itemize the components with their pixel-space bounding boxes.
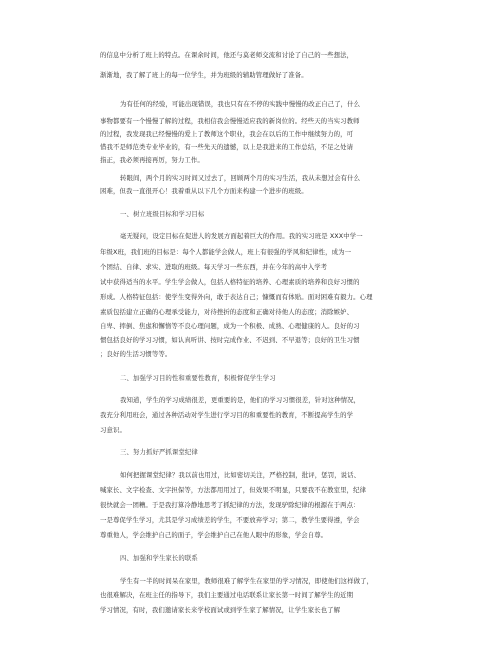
text-line: 如何把握课堂纪律？我以前也用过，比如密切关注，严格控制，批评，惩罚，说话、: [120, 471, 361, 479]
text-line: 一是尊促学生学习，尤其是学习成绩差的学生，不要放弃学习；第二，教学生要得遵，学会: [100, 516, 360, 524]
text-line: 习意识。: [100, 426, 126, 434]
text-line: 为有任何的经验，可能出现错误，我也只有在不停的实践中慢慢的改正自己了，什么: [120, 100, 361, 108]
text-line: 毫无疑问，设定目标在促进人的发展方面起着巨大的作用。我的实习班是 XXX中学一: [120, 232, 363, 240]
text-line: 我充分利用班会，通过各种活动对学生进行学习目的和重要性的教育，不断提高学生的学: [100, 411, 354, 419]
text-line: 个团结、自律、求实、进取的班级。每天学习一些东西，并在今年的高中入学考: [100, 263, 328, 271]
text-line: 年级X班，我们班的目标是：每个人都能学会做人，班上有很强的学风和纪律性，成为一: [100, 248, 352, 256]
text-line: 渐渐地，我了解了班上的每一位学生，并为班级的辅助管理做好了准备。: [100, 71, 308, 79]
text-line: 形成。人格特征包括：使学生变得外向，敢于表达自己；慷慨而有体贴。面对困难有毅力。心理: [100, 293, 373, 301]
section-heading-4: 四、加强和学生家长的联系: [120, 554, 198, 562]
text-line: 事物都要有一个慢慢了解的过程，我相信我会慢慢适应我的新岗位的。经些天的当实习教师: [100, 117, 360, 125]
text-line: 素质包括建立正确的心理承受能力，对待挫折的态度和正确对待他人的态度；消除嫉妒、: [100, 308, 354, 316]
text-line: 惜我不是师范类专业毕业的，有一些先天的遗憾，以上是我进来的工作总结，不足之处请: [100, 143, 354, 151]
text-line: 惯包括良好的学习习惯，如认真听讲、按时完成作业、不迟到、不早退等；良好的卫生习惯: [100, 336, 360, 344]
text-line: 的信息中分析了班上的特点。在课余时间，他还与莫老师交流和讨论了自己的一些想法，: [100, 51, 354, 59]
text-line: 困难，但我一直很开心！我着重从以下几个方面来构建一个进步的班级。: [100, 187, 308, 195]
section-heading-3: 三、努力抓好严抓课堂纪律: [120, 448, 198, 456]
text-line: 学生有一半的时间呆在家里，教师很难了解学生在家里的学习情况，即使他们这样做了，: [120, 577, 374, 585]
text-line: 尊重他人，学会维护自己的面子，学会维护自己在他人眼中的形象，学会自尊。: [100, 531, 328, 539]
text-line: 指正，我必须再接再厉，努力工作。: [100, 156, 204, 164]
text-line: ；良好的生活习惯等等。: [100, 350, 172, 358]
text-line: 学习情况，有时，我们邀请家长来学校面试或到学生家了解情况，让学生家长也了解: [100, 606, 341, 614]
text-line: 也很难解决，在班主任的指导下，我们主要通过电话联系让家长第一时间了解学生的近期: [100, 591, 354, 599]
text-line: 转眼间，两个月的实习时间又过去了，回顾两个月的实习生活，我从未想过会有什么: [120, 174, 361, 182]
text-line: 我知道，学生的学习成绩很差，更重要的是，他们的学习习惯很差，针对这种情况，: [120, 396, 361, 404]
section-heading-1: 一、树立班级目标和学习目标: [120, 210, 205, 218]
section-heading-2: 二、加强学习目的性和重要性教育，积极督促学生学习: [120, 374, 276, 382]
text-line: 自卑、摔倒、焦虑和懈惰等不良心理问题，成为一个积极、成熟、心理健康的人。良好的习: [100, 322, 360, 330]
text-line: 的过程，我发现我已经慢慢的爱上了教师这个职业，我会在以后的工作中继续努力的，可: [100, 130, 354, 138]
text-line: 很快就会一团糟。于是我打算冷静地思考了抓纪律的方法，发现驴除纪律的根源在于两点：: [100, 501, 360, 509]
text-line: 试中获得适当的水平。学生学会做人，包括人格特征的培养、心理素质的培养和良好习惯的: [100, 278, 360, 286]
text-line: 喊家长、文字检查、文字担保等，方法都用用过了，但效果不明显，只要我不在教室里，纪律: [100, 486, 367, 494]
